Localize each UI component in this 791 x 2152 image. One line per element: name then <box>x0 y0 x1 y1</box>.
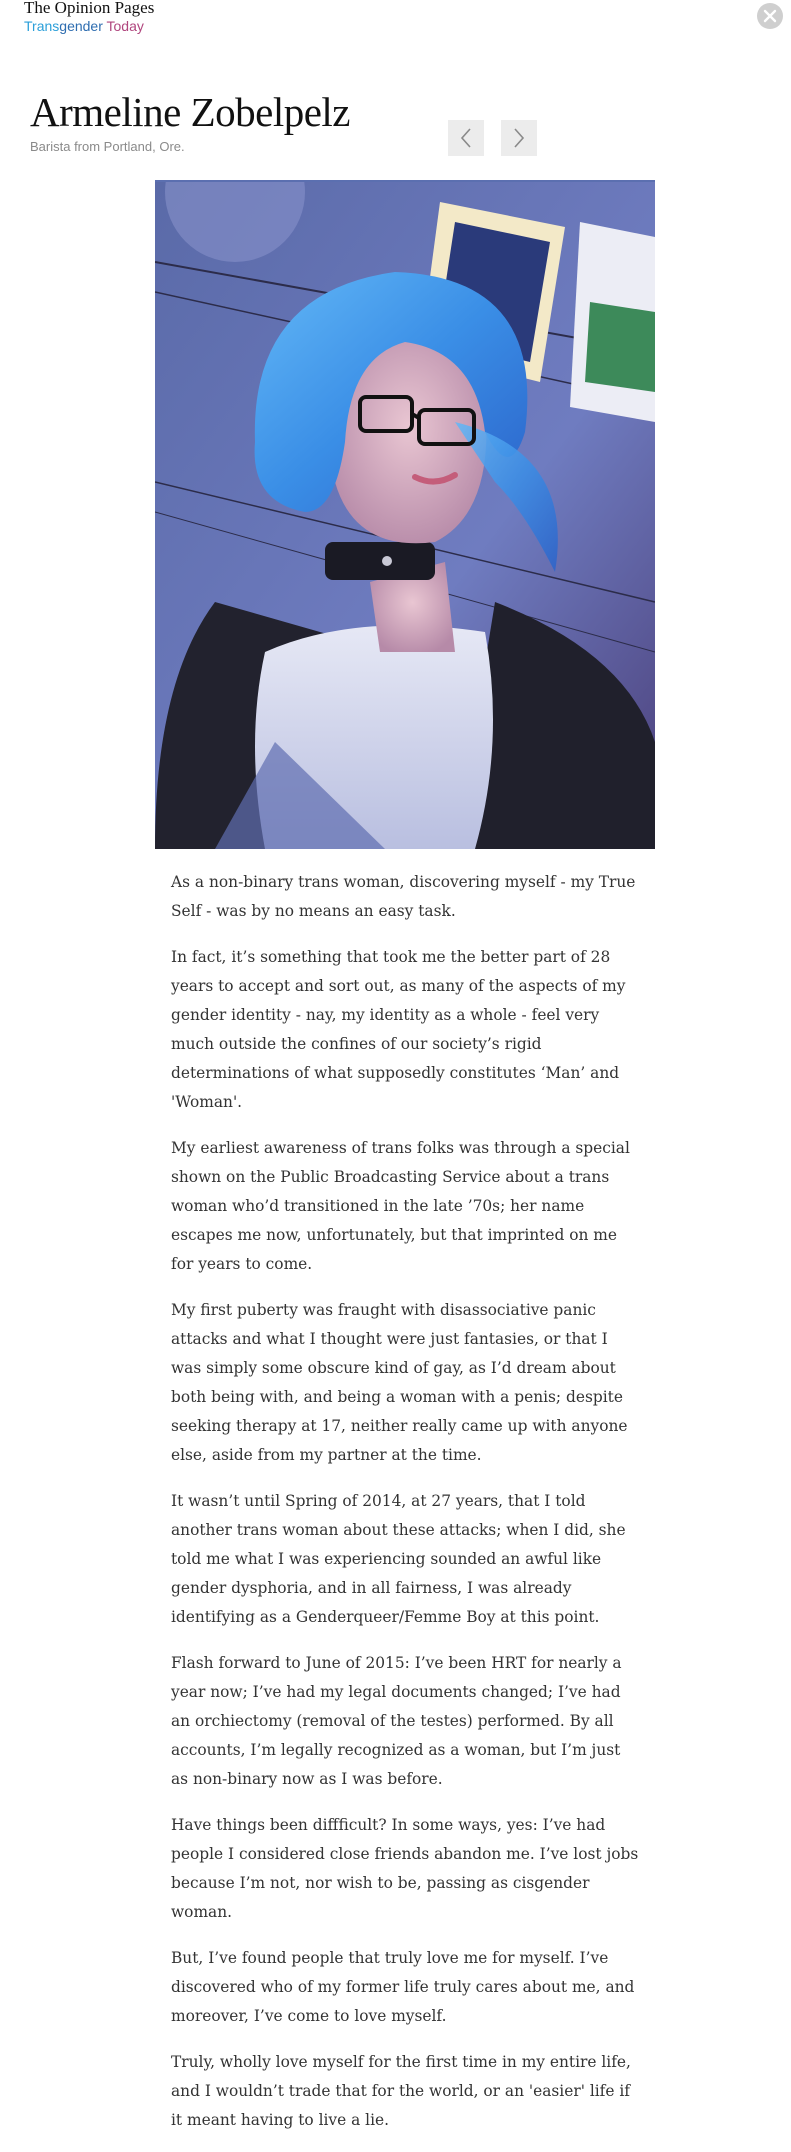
previous-button[interactable] <box>448 120 484 156</box>
series-title[interactable] <box>24 17 154 35</box>
masthead <box>24 0 154 35</box>
paragraph: Flash forward to June of 2015: I’ve been HRT for nearly a year now; I’ve had my legal documents changed; I’ve had an orchiectomy (removal of the testes) performed. By all accounts, I’m legally recognized as a woman, but I’m just as non-binary now as I was before. <box>171 1654 622 1788</box>
series-title-trans: Trans <box>24 18 60 34</box>
paragraph: It wasn’t until Spring of 2014, at 27 years, that I told another trans woman about these attacks; when I did, she told me what I was experiencing sounded an awful like gender dysphoria, and in all fairness, I was already identifying as a Genderqueer/Femme Boy at this point. <box>171 1492 626 1626</box>
next-button[interactable] <box>501 120 537 156</box>
paragraph: My first puberty was fraught with disassociative panic attacks and what I thought were just fantasies, or that I was simply some obscure kind of gay, as I’d dream about both being with, and being a woman with a penis; despite seeking therapy at 17, neither really came up with anyone else, aside from my partner at the time. <box>171 1301 628 1464</box>
paragraph: As a non-binary trans woman, discovering myself - my True Self - was by no means an easy task. <box>171 873 636 920</box>
close-button[interactable] <box>757 3 783 29</box>
article-body <box>171 868 641 2152</box>
profile-name: Armeline Zobelpelz <box>30 89 351 135</box>
paragraph: Have things been diffficult? In some ways, yes: I’ve had people I considered close friends abandon me. I’ve lost jobs because I’m not, nor wish to be, passing as cisgender woman. <box>171 1816 639 1921</box>
series-title-gender: gender <box>59 18 103 34</box>
paragraph: My earliest awareness of trans folks was through a special shown on the Public Broadcasting Service about a trans woman who’d transitioned in the late ’70s; her name escapes me now, unfortunately, but that imprinted on me for years to come. <box>171 1139 630 1273</box>
chevron-right-icon <box>512 127 526 149</box>
profile-description: Barista from Portland, Ore. <box>30 139 185 154</box>
close-icon <box>763 9 777 23</box>
paragraph: In fact, it’s something that took me the better part of 28 years to accept and sort out, as many of the aspects of my gender identity - nay, my identity as a whole - feel very much outside the confines of our society’s rigid determinations of what supposedly constitutes ‘Man’ and 'Woman'. <box>171 948 626 1111</box>
portrait-photo <box>155 180 655 849</box>
chevron-left-icon <box>459 127 473 149</box>
paragraph: Truly, wholly love myself for the first time in my entire life, and I wouldn’t trade that for the world, or an 'easier' life if it meant having to live a lie. <box>171 2053 631 2129</box>
series-title-today: Today <box>102 18 144 34</box>
section-title[interactable]: The Opinion Pages <box>24 0 155 17</box>
portrait-image <box>155 182 655 849</box>
paragraph: But, I’ve found people that truly love me for myself. I’ve discovered who of my former life truly cares about me, and moreover, I’ve come to love myself. <box>171 1949 635 2025</box>
